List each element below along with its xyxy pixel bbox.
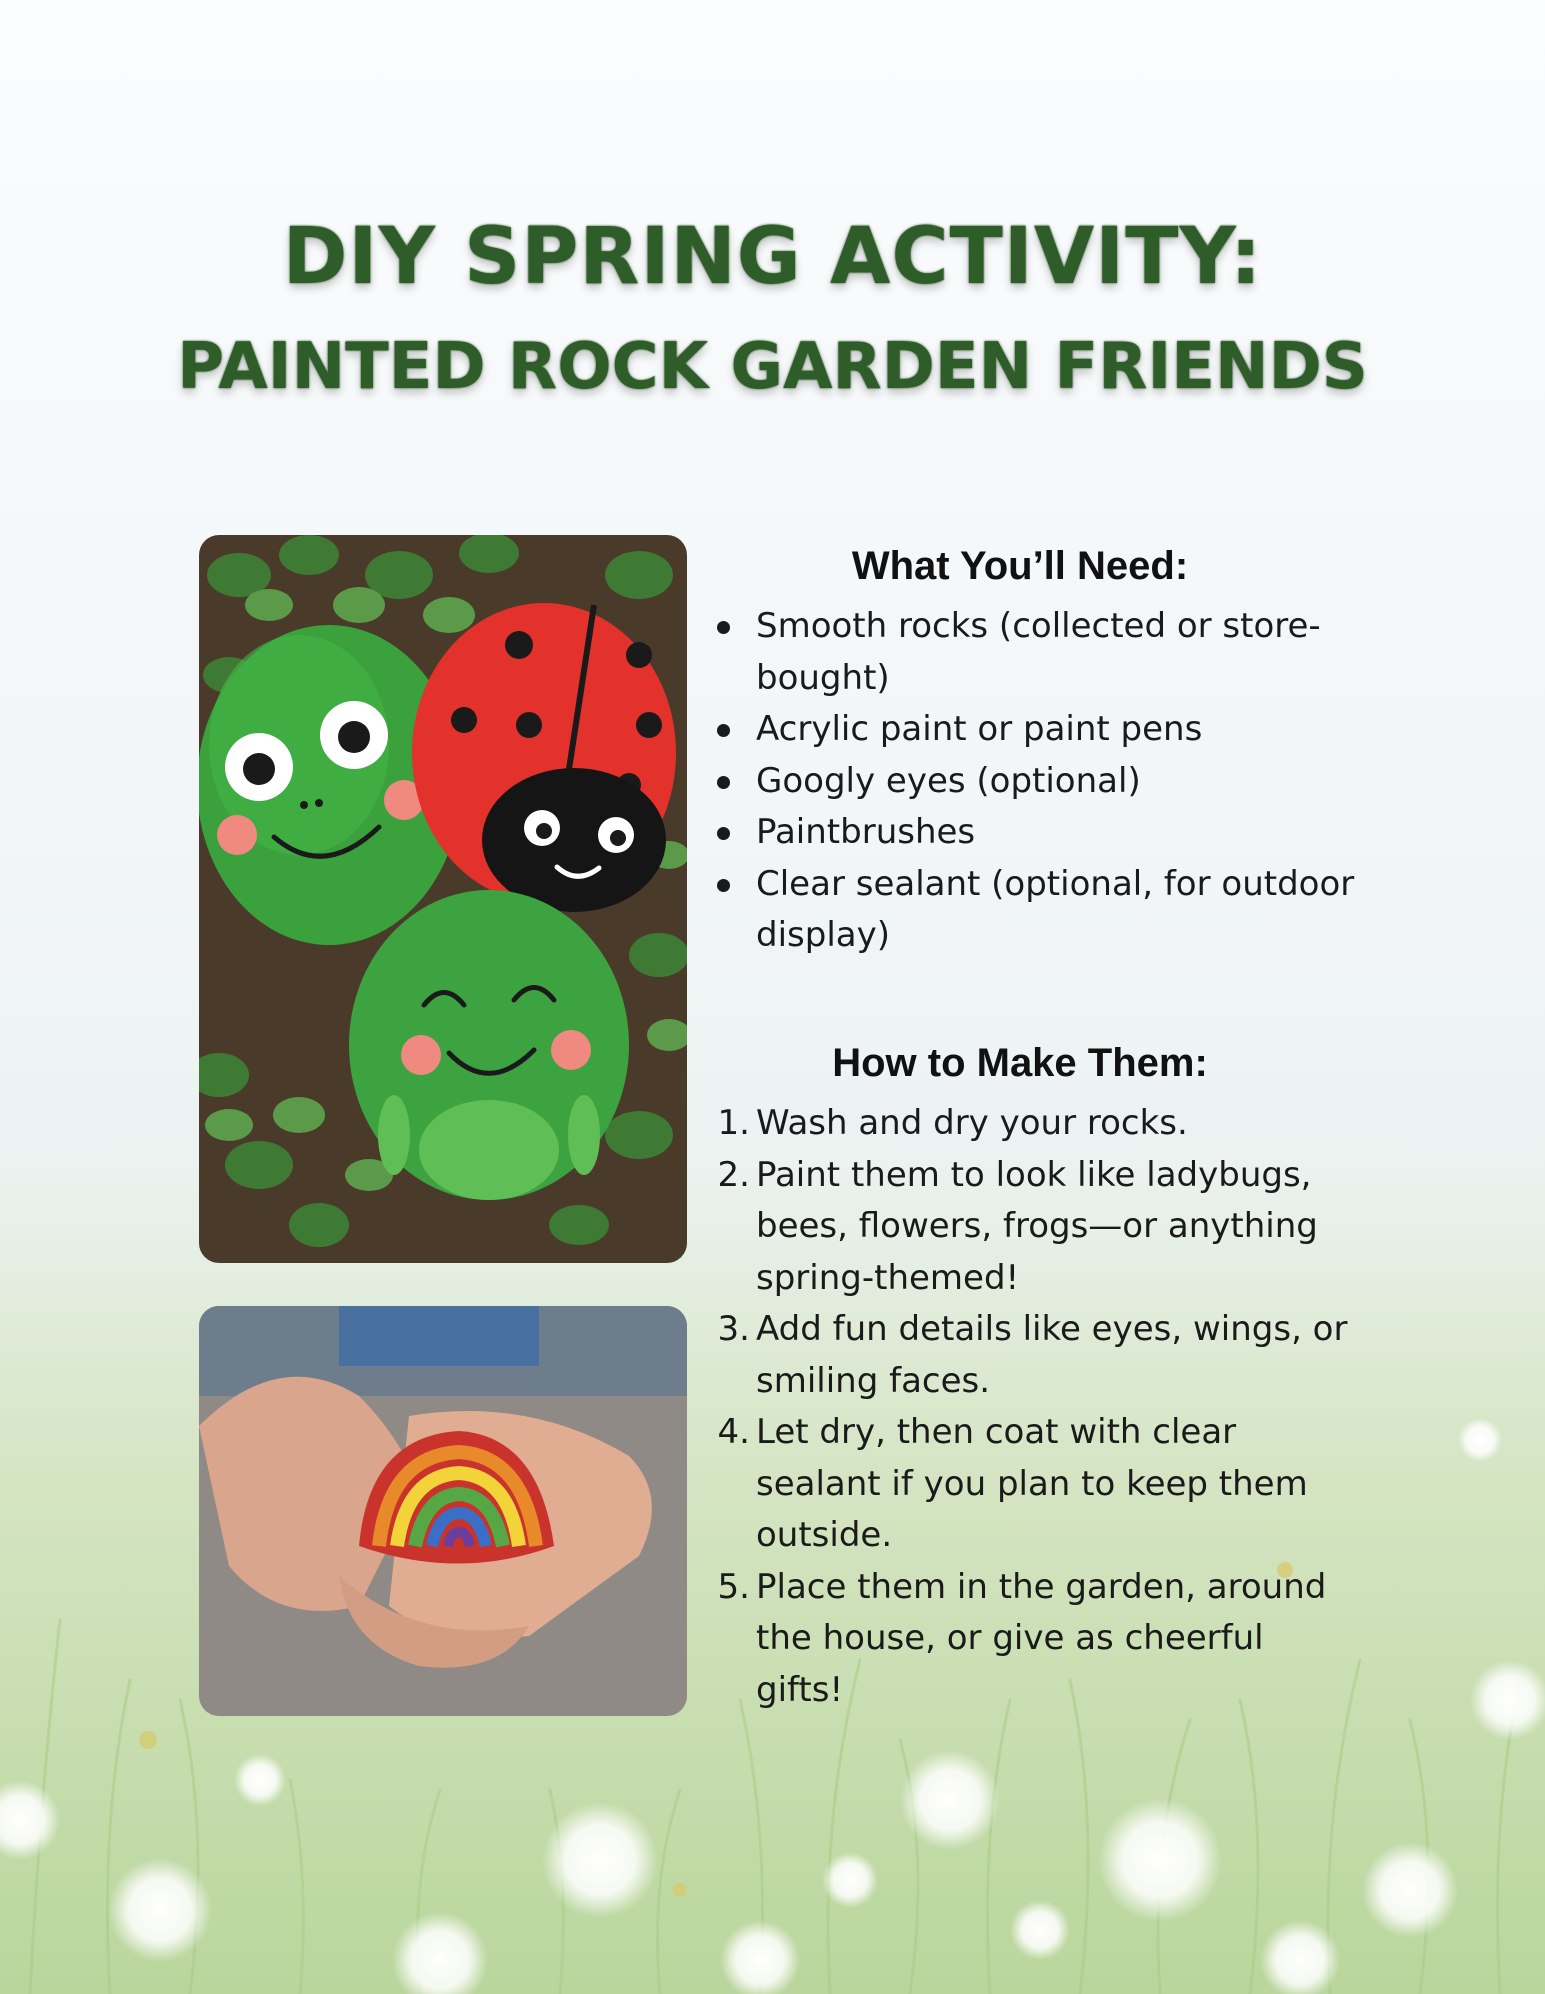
- step-text: Add fun details like eyes, wings, or smiling faces.: [756, 1309, 1348, 1401]
- step-number: 3.: [717, 1309, 750, 1349]
- step-text: Place them in the garden, around the house, or give as cheerful gifts!: [756, 1566, 1327, 1710]
- list-item: [710, 756, 1360, 808]
- bullet-icon: [717, 621, 730, 634]
- bullet-icon: [717, 879, 730, 892]
- rainbow-rock-photo: [199, 1306, 687, 1716]
- step-item: [710, 1304, 1360, 1407]
- step-number: 4.: [717, 1412, 750, 1452]
- step-item: [710, 1098, 1360, 1150]
- list-item-text: Smooth rocks (collected or store-bought): [756, 606, 1321, 698]
- list-item: [710, 859, 1360, 962]
- page-subtitle: PAINTED ROCK GARDEN FRIENDS: [177, 330, 1368, 404]
- step-text: Paint them to look like ladybugs, bees, flowers, frogs—or anything spring-themed!: [756, 1154, 1318, 1298]
- step-number: 5.: [717, 1566, 750, 1607]
- step-item: [710, 1150, 1360, 1305]
- bullet-icon: [717, 776, 730, 789]
- list-item-text: Acrylic paint or paint pens: [756, 709, 1203, 749]
- bullet-icon: [717, 827, 730, 840]
- list-item-text: Paintbrushes: [756, 812, 976, 852]
- list-item-text: Googly eyes (optional): [756, 760, 1141, 801]
- step-number: 1.: [717, 1103, 750, 1143]
- step-text: Let dry, then coat with clear sealant if you plan to keep them outside.: [756, 1412, 1308, 1555]
- page-title: DIY SPRING ACTIVITY:: [282, 212, 1263, 302]
- bullet-icon: [717, 724, 730, 737]
- steps-list: [710, 1098, 1360, 1716]
- painted-rocks-photo: [199, 535, 687, 1263]
- list-item: [710, 601, 1360, 704]
- step-text: Wash and dry your rocks.: [756, 1103, 1188, 1143]
- list-item: [710, 704, 1360, 756]
- step-number: 2.: [717, 1154, 750, 1195]
- needs-list: [710, 601, 1360, 962]
- step-item: [710, 1562, 1360, 1717]
- list-item-text: Clear sealant (optional, for outdoor display): [756, 863, 1355, 955]
- needs-heading: What You’ll Need:: [851, 544, 1189, 588]
- steps-heading: How to Make Them:: [832, 1041, 1208, 1085]
- step-item: [710, 1407, 1360, 1562]
- list-item: [710, 807, 1360, 859]
